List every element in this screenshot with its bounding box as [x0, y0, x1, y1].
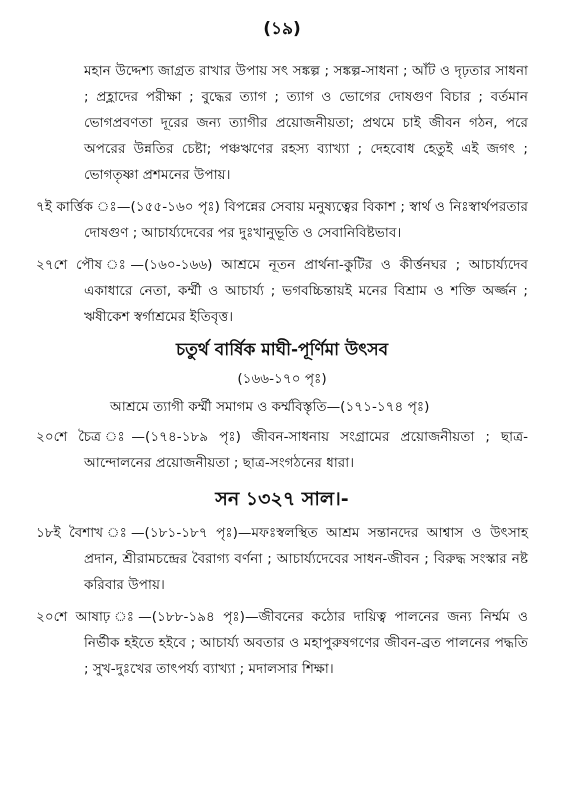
- intro-paragraph: মহান উদ্দেশ্য জাগ্রত রাখার উপায় সৎ সঙ্কল্প ; সঙ্কল্প-সাধনা ; আঁট ও দৃঢ়তার সাধনা ; প্রহ্লাদের পরীক্ষা ; বুদ্ধের ত্যাগ ; ত্যাগ ও ভোগের দোষগুণ বিচার ; বর্তমান ভোগপ্রবণতা দূরের জন্য ত্যাগীর প্রয়োজনীয়তা; প্রথমে চাই জীবন গঠন, পরে অপরের উন্নতির চেষ্টা; পঞ্চঋণের রহস্য ব্যাখ্যা ; দেহবোধ হেতুই এই জগৎ ; ভোগতৃষ্ণা প্রশমনের উপায়।: [84, 63, 528, 183]
- entry-asharh: [36, 604, 528, 682]
- entry-poush: [36, 252, 528, 330]
- entry-date: ২০শে আষাঢ়: [36, 609, 111, 625]
- entry-date: ২৭শে পৌষ: [36, 257, 103, 273]
- section-pages: (১৬৬-১৭০ পৃঃ): [237, 371, 327, 387]
- entry-date: ১৮ই বৈশাখ: [36, 525, 104, 541]
- entry-text: ঃ—(১৭৪-১৮৯ পৃঃ) জীবন-সাধনায় সংগ্রামের প্রয়োজনীয়তা ; ছাত্র-আন্দোলনের প্রয়োজনীয়তা ; ছাত্র-সংগঠনের ধারা।: [84, 429, 528, 471]
- entry-boishakh: [36, 520, 528, 598]
- entry-date: ২০শে চৈত্র: [36, 429, 102, 445]
- entry-text: ঃ—(১৬০-১৬৬) আশ্রমে নূতন প্রার্থনা-কুটির ও কীর্ত্তনঘর ; আচার্য্যদেব একাধারে নেতা, কর্ম্মী ও আচার্য্য ; ভগবচ্চিন্তায়ই মনের বিশ্রাম ও শক্তি অর্জ্জন ; ঋষীকেশ স্বর্গাশ্রমের ইতিবৃত্ত।: [84, 257, 528, 325]
- entry-text: ঃ—(১৫৫-১৬০ পৃঃ) বিপন্নের সেবায় মনুষ্যত্বের বিকাশ ; স্বার্থ ও নিঃস্বার্থপরতার দোষগুণ ; আচার্য্যদেবের পর দুঃখানুভূতি ও সেবানিবিষ্টভাব।: [84, 199, 528, 241]
- section-title: চতুর্থ বার্ষিক মাঘী-পূর্ণিমা উৎসব: [175, 340, 389, 360]
- entry-kartik: [36, 194, 528, 246]
- entry-date: ৭ই কার্ত্তিক: [36, 199, 93, 215]
- year-title: সন ১৩২৭ সাল।-: [215, 488, 349, 510]
- entry-chaitra: [36, 424, 528, 476]
- section-subline: আশ্রমে ত্যাগী কর্ম্মী সমাগম ও কর্ম্মবিস্তৃতি—(১৭১-১৭৪ পৃঃ): [110, 399, 430, 415]
- page-number: (১৯): [263, 19, 301, 39]
- entry-text: ঃ—(১৮৮-১৯৪ পৃঃ)—জীবনের কঠোর দায়িত্ব পালনের জন্য নির্ম্মম ও নির্ভীক হইতে হইবে ; আচার্য্য অবতার ও মহাপুরুষগণের জীবন-ব্রত পালনের পদ্ধতি ; সুখ-দুঃখের তাৎপর্য্য ব্যাখ্যা ; মদালসার শিক্ষা।: [84, 609, 528, 677]
- entry-text: ঃ—(১৮১-১৮৭ পৃঃ)—মফঃস্বলস্থিত আশ্রম সন্তানদের আশ্বাস ও উৎসাহ প্রদান, শ্রীরামচন্দ্রের বৈরাগ্য বর্ণনা ; আচার্য্যদেবের সাধন-জীবন ; বিরুদ্ধ সংস্কার নষ্ট করিবার উপায়।: [84, 525, 528, 593]
